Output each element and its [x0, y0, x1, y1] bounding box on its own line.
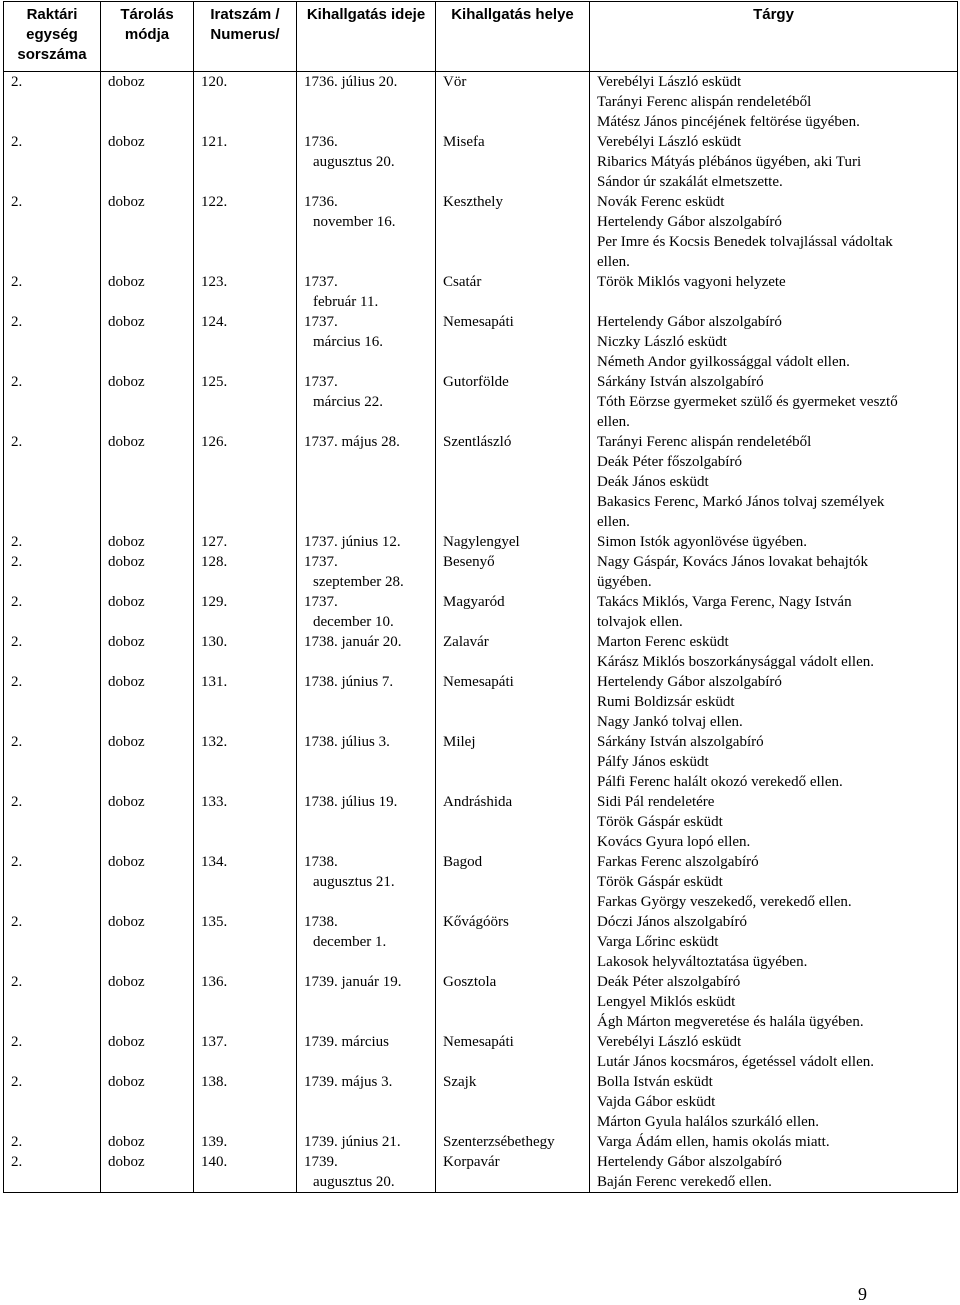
date-cell	[297, 1032, 436, 1072]
storage-cell: doboz	[101, 312, 194, 372]
place-cell: Szenterzsébethegy	[436, 1132, 590, 1152]
date-cell	[297, 1152, 436, 1193]
subject-line: Lengyel Miklós esküdt	[597, 994, 736, 1010]
unit-cell: 2.	[4, 532, 101, 552]
docnum-cell: 137.	[194, 1032, 297, 1072]
unit-cell: 2.	[4, 972, 101, 1032]
unit-cell: 2.	[4, 272, 101, 312]
date-line: 1738.	[304, 854, 338, 870]
date-line: 1737.	[304, 374, 338, 390]
subject-line: Verebélyi László esküdt	[597, 74, 742, 90]
docnum-cell: 124.	[194, 312, 297, 372]
unit-cell: 2.	[4, 852, 101, 912]
header-unit: Raktári egység sorszáma	[4, 2, 101, 72]
subject-line: Ágh Márton megveretése és halála ügyében.	[597, 1014, 864, 1030]
place-cell: Csatár	[436, 272, 590, 312]
table-row	[4, 552, 958, 592]
table-row	[4, 192, 958, 272]
subject-line: Lutár János kocsmáros, égetéssel vádolt ellen.	[597, 1054, 875, 1070]
subject-line: Dóczi János alszolgabíró	[597, 914, 747, 930]
storage-cell: doboz	[101, 592, 194, 632]
table-row	[4, 672, 958, 732]
docnum-cell: 123.	[194, 272, 297, 312]
subject-line: Verebélyi László esküdt	[597, 134, 742, 150]
subject-line: Farkas Ferenc alszolgabíró	[597, 854, 759, 870]
docnum-cell: 133.	[194, 792, 297, 852]
date-line: 1737. május 28.	[304, 434, 400, 450]
date-line: 1736.	[304, 194, 338, 210]
table-row	[4, 132, 958, 192]
unit-cell: 2.	[4, 912, 101, 972]
subject-line: Török Gáspár esküdt	[597, 814, 723, 830]
date-cell	[297, 632, 436, 672]
subject-cell	[590, 272, 958, 312]
docnum-cell: 132.	[194, 732, 297, 792]
storage-cell: doboz	[101, 192, 194, 272]
date-line: augusztus 20.	[313, 154, 395, 170]
subject-line: Török Gáspár esküdt	[597, 874, 723, 890]
subject-line: Novák Ferenc esküdt	[597, 194, 725, 210]
table-row	[4, 792, 958, 852]
date-cell	[297, 852, 436, 912]
subject-cell	[590, 132, 958, 192]
subject-line: Ribarics Mátyás plébános ügyében, aki Turi	[597, 154, 862, 170]
table-row	[4, 1072, 958, 1132]
subject-cell	[590, 72, 958, 133]
subject-cell	[590, 852, 958, 912]
storage-cell: doboz	[101, 1152, 194, 1193]
date-cell	[297, 732, 436, 792]
place-cell: Andráshida	[436, 792, 590, 852]
unit-cell: 2.	[4, 1072, 101, 1132]
place-cell: Bagod	[436, 852, 590, 912]
date-cell	[297, 912, 436, 972]
subject-cell	[590, 592, 958, 632]
subject-line: Tarányi Ferenc alispán rendeletéből	[597, 434, 812, 450]
subject-cell	[590, 192, 958, 272]
subject-line: Pálfy János esküdt	[597, 754, 709, 770]
place-cell: Nemesapáti	[436, 1032, 590, 1072]
date-line: 1738.	[304, 914, 338, 930]
table-row	[4, 72, 958, 133]
header-subject: Tárgy	[590, 2, 958, 72]
docnum-cell: 128.	[194, 552, 297, 592]
storage-cell: doboz	[101, 732, 194, 792]
place-cell: Nemesapáti	[436, 672, 590, 732]
date-cell	[297, 372, 436, 432]
subject-cell	[590, 432, 958, 532]
header-docnum: Iratszám / Numerus/	[194, 2, 297, 72]
date-cell	[297, 672, 436, 732]
storage-cell: doboz	[101, 372, 194, 432]
date-line: február 11.	[313, 294, 379, 310]
unit-cell: 2.	[4, 632, 101, 672]
subject-line: Pálfi Ferenc halált okozó verekedő ellen.	[597, 774, 843, 790]
subject-line: Sárkány István alszolgabíró	[597, 734, 764, 750]
subject-line: Hertelendy Gábor alszolgabíró	[597, 1154, 782, 1170]
subject-line: Tóth Eörzse gyermeket szülő és gyermeket vesztő	[597, 394, 898, 410]
place-cell: Gutorfölde	[436, 372, 590, 432]
table-row	[4, 532, 958, 552]
date-line: március 16.	[313, 334, 383, 350]
date-line: 1736. július 20.	[304, 74, 398, 90]
date-line: szeptember 28.	[313, 574, 404, 590]
date-cell	[297, 1072, 436, 1132]
place-cell: Nemesapáti	[436, 312, 590, 372]
subject-cell	[590, 632, 958, 672]
storage-cell: doboz	[101, 1132, 194, 1152]
unit-cell: 2.	[4, 792, 101, 852]
unit-cell: 2.	[4, 72, 101, 133]
date-line: augusztus 20.	[313, 1174, 395, 1190]
place-cell: Kővágóörs	[436, 912, 590, 972]
date-line: 1738. július 19.	[304, 794, 398, 810]
storage-cell: doboz	[101, 532, 194, 552]
subject-line: Nagy Jankó tolvaj ellen.	[597, 714, 743, 730]
table-row	[4, 1032, 958, 1072]
subject-line: Kárász Miklós boszorkánysággal vádolt ellen.	[597, 654, 875, 670]
docnum-cell: 136.	[194, 972, 297, 1032]
date-cell	[297, 792, 436, 852]
subject-line: ellen.	[597, 514, 630, 530]
date-line: 1737.	[304, 314, 338, 330]
storage-cell: doboz	[101, 972, 194, 1032]
docnum-cell: 139.	[194, 1132, 297, 1152]
subject-line: Sidi Pál rendeletére	[597, 794, 715, 810]
subject-line: Bakasics Ferenc, Markó János tolvaj személyek	[597, 494, 885, 510]
subject-line: tolvajok ellen.	[597, 614, 683, 630]
subject-line: Vajda Gábor esküdt	[597, 1094, 716, 1110]
date-cell	[297, 132, 436, 192]
date-line: 1737.	[304, 274, 338, 290]
unit-cell: 2.	[4, 732, 101, 792]
header-storage: Tárolás módja	[101, 2, 194, 72]
place-cell: Szentlászló	[436, 432, 590, 532]
subject-cell	[590, 792, 958, 852]
storage-cell: doboz	[101, 632, 194, 672]
subject-line: Varga Ádám ellen, hamis okolás miatt.	[597, 1134, 830, 1150]
table-row	[4, 272, 958, 312]
docnum-cell: 135.	[194, 912, 297, 972]
subject-line: Kovács Gyura lopó ellen.	[597, 834, 751, 850]
table-row	[4, 972, 958, 1032]
subject-cell	[590, 972, 958, 1032]
place-cell: Zalavár	[436, 632, 590, 672]
docnum-cell: 140.	[194, 1152, 297, 1193]
subject-line: Rumi Boldizsár esküdt	[597, 694, 735, 710]
subject-line: Takács Miklós, Varga Ferenc, Nagy István	[597, 594, 852, 610]
storage-cell: doboz	[101, 792, 194, 852]
subject-line: ügyében.	[597, 574, 652, 590]
storage-cell: doboz	[101, 1032, 194, 1072]
subject-line: Marton Ferenc esküdt	[597, 634, 729, 650]
subject-line: Németh Andor gyilkossággal vádolt ellen.	[597, 354, 850, 370]
subject-line: Lakosok helyváltoztatása ügyében.	[597, 954, 808, 970]
date-cell	[297, 552, 436, 592]
date-line: december 10.	[313, 614, 394, 630]
place-cell: Korpavár	[436, 1152, 590, 1193]
subject-cell	[590, 532, 958, 552]
place-cell: Milej	[436, 732, 590, 792]
date-cell	[297, 972, 436, 1032]
subject-line: Török Miklós vagyoni helyzete	[597, 274, 786, 290]
subject-cell	[590, 372, 958, 432]
place-cell: Magyaród	[436, 592, 590, 632]
unit-cell: 2.	[4, 432, 101, 532]
subject-line: Sándor úr szakálát elmetszette.	[597, 174, 783, 190]
subject-line: Verebélyi László esküdt	[597, 1034, 742, 1050]
date-cell	[297, 72, 436, 133]
table-row	[4, 732, 958, 792]
subject-cell	[590, 732, 958, 792]
date-cell	[297, 592, 436, 632]
subject-cell	[590, 1072, 958, 1132]
place-cell: Nagylengyel	[436, 532, 590, 552]
docnum-cell: 121.	[194, 132, 297, 192]
subject-line: Hertelendy Gábor alszolgabíró	[597, 674, 782, 690]
subject-line: Sárkány István alszolgabíró	[597, 374, 764, 390]
subject-line: ellen.	[597, 414, 630, 430]
subject-line: Tarányi Ferenc alispán rendeletéből	[597, 94, 812, 110]
storage-cell: doboz	[101, 552, 194, 592]
table-row	[4, 912, 958, 972]
storage-cell: doboz	[101, 1072, 194, 1132]
date-line: december 1.	[313, 934, 387, 950]
place-cell: Misefa	[436, 132, 590, 192]
unit-cell: 2.	[4, 372, 101, 432]
storage-cell: doboz	[101, 852, 194, 912]
date-line: 1738. július 3.	[304, 734, 390, 750]
date-line: 1738. január 20.	[304, 634, 402, 650]
table-row	[4, 312, 958, 372]
date-line: 1739. május 3.	[304, 1074, 393, 1090]
subject-cell	[590, 1152, 958, 1193]
unit-cell: 2.	[4, 1152, 101, 1193]
subject-line: Nagy Gáspár, Kovács János lovakat behajtók	[597, 554, 868, 570]
subject-line: Deák Péter főszolgabíró	[597, 454, 742, 470]
table-row	[4, 632, 958, 672]
subject-cell	[590, 1032, 958, 1072]
date-line: 1737.	[304, 554, 338, 570]
date-line: 1739. június 21.	[304, 1134, 401, 1150]
subject-line: Márton Gyula halálos szurkáló ellen.	[597, 1114, 820, 1130]
subject-cell	[590, 672, 958, 732]
date-line: 1739.	[304, 1154, 338, 1170]
subject-line: ellen.	[597, 254, 630, 270]
place-cell: Szajk	[436, 1072, 590, 1132]
header-place: Kihallgatás helye	[436, 2, 590, 72]
date-cell	[297, 192, 436, 272]
subject-line: Hertelendy Gábor alszolgabíró	[597, 314, 782, 330]
docnum-cell: 127.	[194, 532, 297, 552]
subject-line: Per Imre és Kocsis Benedek tolvajlással vádoltak	[597, 234, 893, 250]
date-cell	[297, 312, 436, 372]
header-row	[4, 2, 958, 72]
place-cell: Keszthely	[436, 192, 590, 272]
storage-cell: doboz	[101, 672, 194, 732]
unit-cell: 2.	[4, 1132, 101, 1152]
archive-register-table	[3, 1, 958, 1193]
docnum-cell: 129.	[194, 592, 297, 632]
place-cell: Besenyő	[436, 552, 590, 592]
table-row	[4, 1132, 958, 1152]
date-cell	[297, 272, 436, 312]
date-cell	[297, 532, 436, 552]
header-date: Kihallgatás ideje	[297, 2, 436, 72]
date-line: 1736.	[304, 134, 338, 150]
unit-cell: 2.	[4, 552, 101, 592]
unit-cell: 2.	[4, 672, 101, 732]
date-line: március 22.	[313, 394, 383, 410]
table-row	[4, 852, 958, 912]
unit-cell: 2.	[4, 132, 101, 192]
date-cell	[297, 1132, 436, 1152]
docnum-cell: 125.	[194, 372, 297, 432]
table-row	[4, 372, 958, 432]
register-body	[4, 72, 958, 1193]
subject-cell	[590, 912, 958, 972]
subject-cell	[590, 552, 958, 592]
date-cell	[297, 432, 436, 532]
subject-line: Farkas György veszekedő, verekedő ellen.	[597, 894, 852, 910]
storage-cell: doboz	[101, 132, 194, 192]
table-row	[4, 1152, 958, 1193]
date-line: 1737.	[304, 594, 338, 610]
docnum-cell: 134.	[194, 852, 297, 912]
subject-line: Simon Istók agyonlövése ügyében.	[597, 534, 807, 550]
place-cell: Gosztola	[436, 972, 590, 1032]
subject-line: Baján Ferenc verekedő ellen.	[597, 1174, 772, 1190]
table-row	[4, 592, 958, 632]
subject-line: Deák Péter alszolgabíró	[597, 974, 741, 990]
storage-cell: doboz	[101, 272, 194, 312]
date-line: 1737. június 12.	[304, 534, 401, 550]
storage-cell: doboz	[101, 432, 194, 532]
date-line: 1738. június 7.	[304, 674, 394, 690]
subject-line: Hertelendy Gábor alszolgabíró	[597, 214, 782, 230]
subject-cell	[590, 312, 958, 372]
date-line: 1739. március	[304, 1034, 389, 1050]
place-cell: Vör	[436, 72, 590, 133]
docnum-cell: 131.	[194, 672, 297, 732]
unit-cell: 2.	[4, 1032, 101, 1072]
page-number: 9	[858, 1284, 867, 1304]
date-line: 1739. január 19.	[304, 974, 402, 990]
docnum-cell: 122.	[194, 192, 297, 272]
docnum-cell: 120.	[194, 72, 297, 133]
unit-cell: 2.	[4, 312, 101, 372]
date-line: november 16.	[313, 214, 396, 230]
storage-cell: doboz	[101, 912, 194, 972]
docnum-cell: 126.	[194, 432, 297, 532]
docnum-cell: 130.	[194, 632, 297, 672]
subject-line: Mátész János pincéjének feltörése ügyében.	[597, 114, 860, 130]
subject-cell	[590, 1132, 958, 1152]
date-line: augusztus 21.	[313, 874, 395, 890]
table-row	[4, 432, 958, 532]
subject-line: Varga Lőrinc esküdt	[597, 934, 719, 950]
storage-cell: doboz	[101, 72, 194, 133]
subject-line: Niczky László esküdt	[597, 334, 727, 350]
subject-line: Deák János esküdt	[597, 474, 709, 490]
docnum-cell: 138.	[194, 1072, 297, 1132]
unit-cell: 2.	[4, 192, 101, 272]
unit-cell: 2.	[4, 592, 101, 632]
subject-line: Bolla István esküdt	[597, 1074, 713, 1090]
